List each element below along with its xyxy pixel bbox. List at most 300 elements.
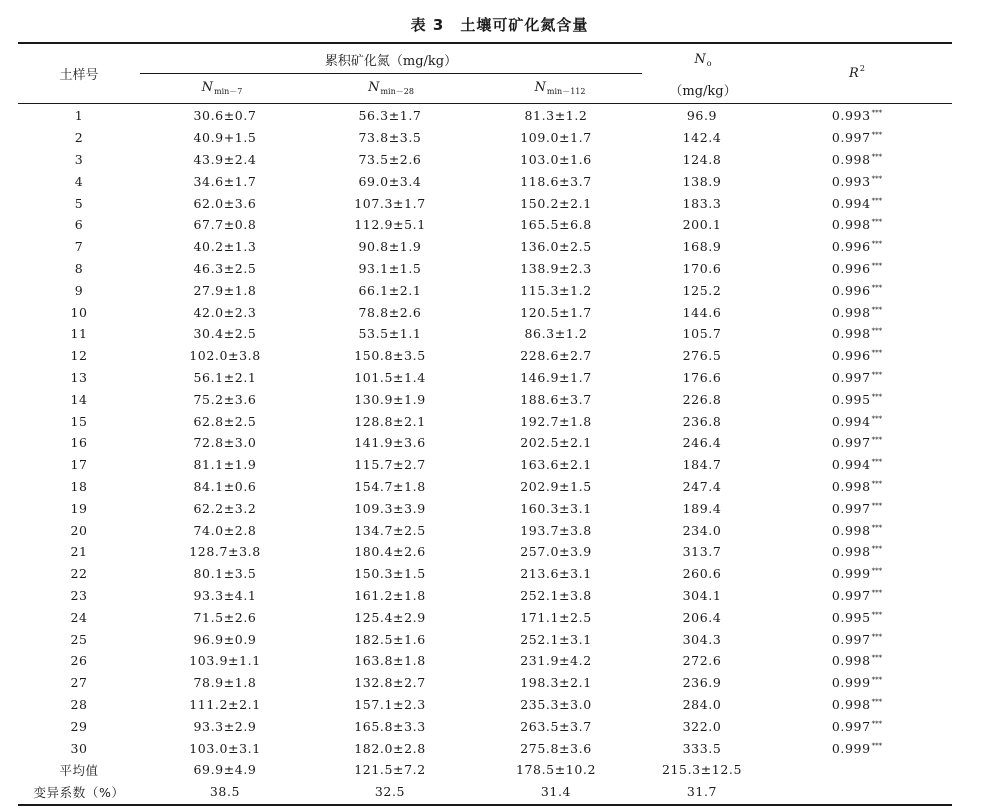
sample-no-cell: 21 (70, 544, 88, 560)
group-header-rule (140, 73, 642, 74)
header-nmin7 (202, 80, 243, 97)
significance-mark: *** (871, 370, 883, 379)
nmin112-cell: 193.7±3.8 (520, 522, 592, 538)
no-cell: 226.8 (682, 391, 722, 407)
table-row (18, 170, 952, 192)
table-row (18, 192, 952, 214)
nmin112-cell: 231.9±4.2 (520, 653, 592, 669)
no-cell: 105.7 (682, 326, 722, 342)
no-cell: 236.8 (682, 413, 722, 429)
nmin28-cell: 130.9±1.9 (354, 391, 426, 407)
sample-no-cell: 27 (70, 675, 88, 691)
sample-no-cell: 14 (70, 391, 88, 407)
nmin7-cell: 75.2±3.6 (193, 391, 257, 407)
nmin7-cell: 30.4±2.5 (193, 326, 257, 342)
nmin28-cell: 157.1±2.3 (354, 696, 426, 712)
nmin112-cell: 202.9±1.5 (520, 478, 592, 494)
sample-no-cell: 8 (74, 260, 84, 276)
nmin112-cell: 163.6±2.1 (520, 457, 592, 473)
sample-no-cell: 20 (70, 522, 88, 538)
nmin7-cell: 67.7±0.8 (193, 217, 257, 233)
r2-value: 0.993 (831, 173, 871, 189)
nmin7-cell: 62.2±3.2 (193, 500, 257, 516)
table-row (18, 585, 952, 607)
nmin7-cell: 30.6±0.7 (193, 108, 257, 124)
no-cell: 247.4 (682, 478, 722, 494)
nmin28-cell: 163.8±1.8 (354, 653, 426, 669)
nmin7-cell: 43.9±2.4 (193, 151, 257, 167)
sample-no-cell: 23 (70, 587, 88, 603)
sample-no-cell: 13 (70, 369, 88, 385)
nmin7-cell: 71.5±2.6 (193, 609, 257, 625)
r2-cell (762, 563, 952, 585)
sample-no-cell: 10 (70, 304, 88, 320)
nmin28-cell: 66.1±2.1 (358, 282, 422, 298)
no-cell: 142.4 (682, 130, 722, 146)
r2-cell (762, 759, 952, 781)
r2-cell (762, 388, 952, 410)
summary-label-cell: 平均值 (59, 762, 99, 778)
sample-no-cell: 17 (70, 457, 88, 473)
nmin28-cell: 125.4±2.9 (354, 609, 426, 625)
significance-mark: *** (871, 283, 883, 292)
header-no-symbol: N (694, 52, 706, 67)
r2-value: 0.998 (831, 478, 871, 494)
significance-mark: *** (871, 392, 883, 401)
header-nmin112-symbol: N (534, 80, 546, 95)
r2-cell (762, 541, 952, 563)
nmin112-cell: 252.1±3.8 (520, 587, 592, 603)
nmin112-cell: 150.2±2.1 (520, 195, 592, 211)
nmin112-cell: 178.5±10.2 (515, 762, 597, 778)
no-cell: 184.7 (682, 457, 722, 473)
nmin112-cell: 263.5±3.7 (520, 718, 592, 734)
sample-no-cell: 1 (74, 108, 84, 124)
nmin28-cell: 134.7±2.5 (354, 522, 426, 538)
r2-value: 0.998 (831, 544, 871, 560)
r2-value: 0.999 (831, 566, 871, 582)
table-row (18, 388, 952, 410)
significance-mark: *** (871, 218, 883, 227)
r2-cell (762, 192, 952, 214)
table-row (18, 345, 952, 367)
r2-value: 0.993 (831, 108, 871, 124)
nmin28-cell: 109.3±3.9 (354, 500, 426, 516)
nmin28-cell: 150.8±3.5 (354, 348, 426, 364)
nmin7-cell: 46.3±2.5 (193, 260, 257, 276)
no-cell: 272.6 (682, 653, 722, 669)
nmin28-cell: 78.8±2.6 (358, 304, 422, 320)
table-row (18, 105, 952, 127)
nmin112-cell: 120.5±1.7 (520, 304, 592, 320)
table-row (18, 715, 952, 737)
table-row (18, 606, 952, 628)
no-cell: 168.9 (682, 239, 722, 255)
significance-mark: *** (871, 588, 883, 597)
sample-no-cell: 29 (70, 718, 88, 734)
nmin28-cell: 69.0±3.4 (358, 173, 422, 189)
r2-cell (762, 214, 952, 236)
r2-value: 0.994 (831, 195, 871, 211)
sample-no-cell: 6 (74, 217, 84, 233)
no-cell: 206.4 (682, 609, 722, 625)
r2-value: 0.996 (831, 348, 871, 364)
significance-mark: *** (871, 240, 883, 249)
nmin112-cell: 86.3±1.2 (524, 326, 588, 342)
nmin28-cell: 150.3±1.5 (354, 566, 426, 582)
nmin28-cell: 73.5±2.6 (358, 151, 422, 167)
no-cell: 304.1 (682, 587, 722, 603)
nmin7-cell: 81.1±1.9 (193, 457, 257, 473)
no-cell: 246.4 (682, 435, 722, 451)
no-cell: 322.0 (682, 718, 722, 734)
header-r2-superscript: 2 (859, 64, 865, 73)
nmin112-cell: 192.7±1.8 (520, 413, 592, 429)
nmin7-cell: 69.9±4.9 (193, 762, 257, 778)
nmin28-cell: 73.8±3.5 (358, 130, 422, 146)
r2-value: 0.994 (831, 457, 871, 473)
nmin112-cell: 257.0±3.9 (520, 544, 592, 560)
nmin112-cell: 118.6±3.7 (520, 173, 592, 189)
sample-no-cell: 15 (70, 413, 88, 429)
r2-value: 0.998 (831, 217, 871, 233)
significance-mark: *** (871, 741, 883, 750)
header-nmin28 (368, 80, 414, 97)
nmin7-cell: 103.0±3.1 (189, 740, 261, 756)
no-cell: 260.6 (682, 566, 722, 582)
r2-value: 0.998 (831, 522, 871, 538)
r2-value: 0.999 (831, 740, 871, 756)
significance-mark: *** (871, 676, 883, 685)
table-row (18, 497, 952, 519)
table-title: 表 3 土壤可矿化氮含量 (410, 16, 589, 34)
nmin7-cell: 27.9±1.8 (193, 282, 257, 298)
significance-mark: *** (871, 697, 883, 706)
sample-no-cell: 26 (70, 653, 88, 669)
no-cell: 236.9 (682, 675, 722, 691)
significance-mark: *** (871, 523, 883, 532)
r2-cell (762, 149, 952, 171)
header-no-unit: （mg/kg） (669, 84, 737, 99)
no-cell: 96.9 (686, 108, 718, 124)
r2-cell (762, 585, 952, 607)
no-cell: 200.1 (682, 217, 722, 233)
table-row (18, 279, 952, 301)
nmin28-cell: 180.4±2.6 (354, 544, 426, 560)
r2-value: 0.995 (831, 609, 871, 625)
table-row (18, 301, 952, 323)
nmin112-cell: 31.4 (540, 784, 572, 800)
table-row (18, 541, 952, 563)
nmin28-cell: 182.0±2.8 (354, 740, 426, 756)
r2-value: 0.997 (831, 587, 871, 603)
r2-cell (762, 497, 952, 519)
nmin7-cell: 62.0±3.6 (193, 195, 257, 211)
nmin112-cell: 136.0±2.5 (520, 239, 592, 255)
nmin7-cell: 40.2±1.3 (193, 239, 257, 255)
header-nmin28-subscript: min－28 (380, 87, 414, 96)
header-r2 (849, 64, 865, 81)
r2-value: 0.996 (831, 282, 871, 298)
table-row (18, 650, 952, 672)
no-cell: 304.3 (682, 631, 722, 647)
table-row (18, 694, 952, 716)
nmin7-cell: 128.7±3.8 (189, 544, 261, 560)
nmin7-cell: 38.5 (209, 784, 241, 800)
r2-cell (762, 127, 952, 149)
r2-value: 0.998 (831, 653, 871, 669)
nmin112-cell: 275.8±3.6 (520, 740, 592, 756)
nmin7-cell: 42.0±2.3 (193, 304, 257, 320)
no-cell: 144.6 (682, 304, 722, 320)
r2-value: 0.997 (831, 718, 871, 734)
r2-value: 0.995 (831, 391, 871, 407)
table-body (18, 105, 952, 803)
nmin7-cell: 103.9±1.1 (189, 653, 261, 669)
table-row (18, 214, 952, 236)
sample-no-cell: 25 (70, 631, 88, 647)
no-cell: 276.5 (682, 348, 722, 364)
r2-value: 0.997 (831, 130, 871, 146)
header-nmin112-subscript: min－112 (546, 87, 586, 96)
nmin112-cell: 202.5±2.1 (520, 435, 592, 451)
nmin28-cell: 128.8±2.1 (354, 413, 426, 429)
header-cumulative-group: 累积矿化氮（mg/kg） (324, 54, 458, 69)
significance-mark: *** (871, 152, 883, 161)
significance-mark: *** (871, 610, 883, 619)
summary-row-mean (18, 759, 952, 781)
sample-no-cell: 3 (74, 151, 84, 167)
nmin7-cell: 93.3±2.9 (193, 718, 257, 734)
r2-cell (762, 301, 952, 323)
table-row (18, 258, 952, 280)
summary-row-cv (18, 781, 952, 803)
no-cell: 138.9 (682, 173, 722, 189)
r2-value: 0.997 (831, 435, 871, 451)
r2-cell (762, 650, 952, 672)
r2-cell (762, 258, 952, 280)
r2-cell (762, 672, 952, 694)
nmin112-cell: 171.1±2.5 (520, 609, 592, 625)
nmin28-cell: 115.7±2.7 (354, 457, 426, 473)
nmin7-cell: 84.1±0.6 (193, 478, 257, 494)
r2-cell (762, 432, 952, 454)
nmin28-cell: 93.1±1.5 (358, 260, 422, 276)
nmin28-cell: 161.2±1.8 (354, 587, 426, 603)
table-row (18, 737, 952, 759)
nmin7-cell: 40.9+1.5 (193, 130, 257, 146)
header-rule (18, 103, 952, 104)
table-row (18, 628, 952, 650)
nmin112-cell: 109.0±1.7 (520, 130, 592, 146)
sample-no-cell: 19 (70, 500, 88, 516)
significance-mark: *** (871, 349, 883, 358)
table-row (18, 367, 952, 389)
r2-cell (762, 694, 952, 716)
r2-cell (762, 323, 952, 345)
mineralizable-nitrogen-table (18, 105, 952, 803)
no-cell: 333.5 (682, 740, 722, 756)
nmin112-cell: 188.6±3.7 (520, 391, 592, 407)
significance-mark: *** (871, 632, 883, 641)
sample-no-cell: 22 (70, 566, 88, 582)
nmin28-cell: 101.5±1.4 (354, 369, 426, 385)
significance-mark: *** (871, 458, 883, 467)
header-no-subscript: o (706, 59, 712, 68)
nmin112-cell: 252.1±3.1 (520, 631, 592, 647)
nmin112-cell: 228.6±2.7 (520, 348, 592, 364)
significance-mark: *** (871, 545, 883, 554)
no-cell: 176.6 (682, 369, 722, 385)
r2-value: 0.996 (831, 239, 871, 255)
nmin28-cell: 165.8±3.3 (354, 718, 426, 734)
table-row (18, 127, 952, 149)
nmin112-cell: 81.3±1.2 (524, 108, 588, 124)
no-cell: 215.3±12.5 (661, 762, 743, 778)
significance-mark: *** (871, 174, 883, 183)
significance-mark: *** (871, 479, 883, 488)
r2-cell (762, 170, 952, 192)
r2-cell (762, 628, 952, 650)
r2-cell (762, 519, 952, 541)
nmin28-cell: 90.8±1.9 (358, 239, 422, 255)
significance-mark: *** (871, 501, 883, 510)
r2-value: 0.997 (831, 500, 871, 516)
header-nmin28-symbol: N (368, 80, 380, 95)
nmin7-cell: 93.3±4.1 (193, 587, 257, 603)
significance-mark: *** (871, 131, 883, 140)
no-cell: 170.6 (682, 260, 722, 276)
significance-mark: *** (871, 654, 883, 663)
nmin112-cell: 235.3±3.0 (520, 696, 592, 712)
nmin7-cell: 96.9±0.9 (193, 631, 257, 647)
nmin7-cell: 74.0±2.8 (193, 522, 257, 538)
no-cell: 31.7 (686, 784, 718, 800)
r2-cell (762, 236, 952, 258)
header-nmin7-subscript: min－7 (213, 87, 243, 96)
nmin28-cell: 141.9±3.6 (354, 435, 426, 451)
header-no (694, 52, 711, 68)
summary-label-cell: 变异系数（%） (33, 784, 125, 800)
r2-value: 0.997 (831, 631, 871, 647)
nmin28-cell: 182.5±1.6 (354, 631, 426, 647)
sample-no-cell: 11 (70, 326, 88, 342)
r2-value: 0.998 (831, 151, 871, 167)
nmin112-cell: 213.6±3.1 (520, 566, 592, 582)
nmin112-cell: 146.9±1.7 (520, 369, 592, 385)
table-row (18, 410, 952, 432)
nmin28-cell: 53.5±1.1 (358, 326, 422, 342)
nmin7-cell: 80.1±3.5 (193, 566, 257, 582)
sample-no-cell: 16 (70, 435, 88, 451)
table-row (18, 563, 952, 585)
header-sample-no: 土样号 (59, 68, 99, 83)
r2-cell (762, 454, 952, 476)
r2-cell (762, 279, 952, 301)
nmin112-cell: 138.9±2.3 (520, 260, 592, 276)
r2-cell (762, 737, 952, 759)
nmin7-cell: 78.9±1.8 (193, 675, 257, 691)
header-nmin112 (535, 80, 586, 97)
table-row (18, 432, 952, 454)
nmin112-cell: 103.0±1.6 (520, 151, 592, 167)
sample-no-cell: 24 (70, 609, 88, 625)
r2-value: 0.998 (831, 696, 871, 712)
significance-mark: *** (871, 109, 883, 118)
significance-mark: *** (871, 327, 883, 336)
no-cell: 284.0 (682, 696, 722, 712)
nmin112-cell: 198.3±2.1 (520, 675, 592, 691)
r2-value: 0.996 (831, 260, 871, 276)
nmin112-cell: 160.3±3.1 (520, 500, 592, 516)
nmin28-cell: 107.3±1.7 (354, 195, 426, 211)
no-cell: 124.8 (682, 151, 722, 167)
table-row (18, 454, 952, 476)
nmin7-cell: 62.8±2.5 (193, 413, 257, 429)
r2-value: 0.999 (831, 675, 871, 691)
significance-mark: *** (871, 719, 883, 728)
table-row (18, 476, 952, 498)
r2-value: 0.994 (831, 413, 871, 429)
header-r2-symbol: R (849, 66, 859, 81)
nmin28-cell: 112.9±5.1 (354, 217, 426, 233)
nmin7-cell: 34.6±1.7 (193, 173, 257, 189)
sample-no-cell: 12 (70, 348, 88, 364)
sample-no-cell: 9 (74, 282, 84, 298)
sample-no-cell: 5 (74, 195, 84, 211)
r2-value: 0.997 (831, 369, 871, 385)
nmin7-cell: 111.2±2.1 (189, 696, 261, 712)
r2-cell (762, 345, 952, 367)
no-cell: 313.7 (682, 544, 722, 560)
r2-cell (762, 715, 952, 737)
r2-cell (762, 367, 952, 389)
r2-value: 0.998 (831, 304, 871, 320)
nmin7-cell: 56.1±2.1 (193, 369, 257, 385)
nmin112-cell: 165.5±6.8 (520, 217, 592, 233)
sample-no-cell: 18 (70, 478, 88, 494)
nmin28-cell: 154.7±1.8 (354, 478, 426, 494)
table-row (18, 323, 952, 345)
table-row (18, 672, 952, 694)
header-nmin7-symbol: N (201, 80, 213, 95)
nmin28-cell: 56.3±1.7 (358, 108, 422, 124)
nmin28-cell: 121.5±7.2 (354, 762, 426, 778)
significance-mark: *** (871, 305, 883, 314)
nmin7-cell: 72.8±3.0 (193, 435, 257, 451)
top-rule (18, 42, 952, 44)
significance-mark: *** (871, 567, 883, 576)
sample-no-cell: 2 (74, 130, 84, 146)
significance-mark: *** (871, 196, 883, 205)
nmin28-cell: 132.8±2.7 (354, 675, 426, 691)
no-cell: 125.2 (682, 282, 722, 298)
sample-no-cell: 4 (74, 173, 84, 189)
sample-no-cell: 28 (70, 696, 88, 712)
r2-cell (762, 606, 952, 628)
sample-no-cell: 30 (70, 740, 88, 756)
significance-mark: *** (871, 261, 883, 270)
bottom-rule (18, 804, 952, 806)
no-cell: 234.0 (682, 522, 722, 538)
table-row (18, 149, 952, 171)
significance-mark: *** (871, 436, 883, 445)
no-cell: 183.3 (682, 195, 722, 211)
no-cell: 189.4 (682, 500, 722, 516)
r2-cell (762, 781, 952, 803)
table-row (18, 519, 952, 541)
r2-value: 0.998 (831, 326, 871, 342)
